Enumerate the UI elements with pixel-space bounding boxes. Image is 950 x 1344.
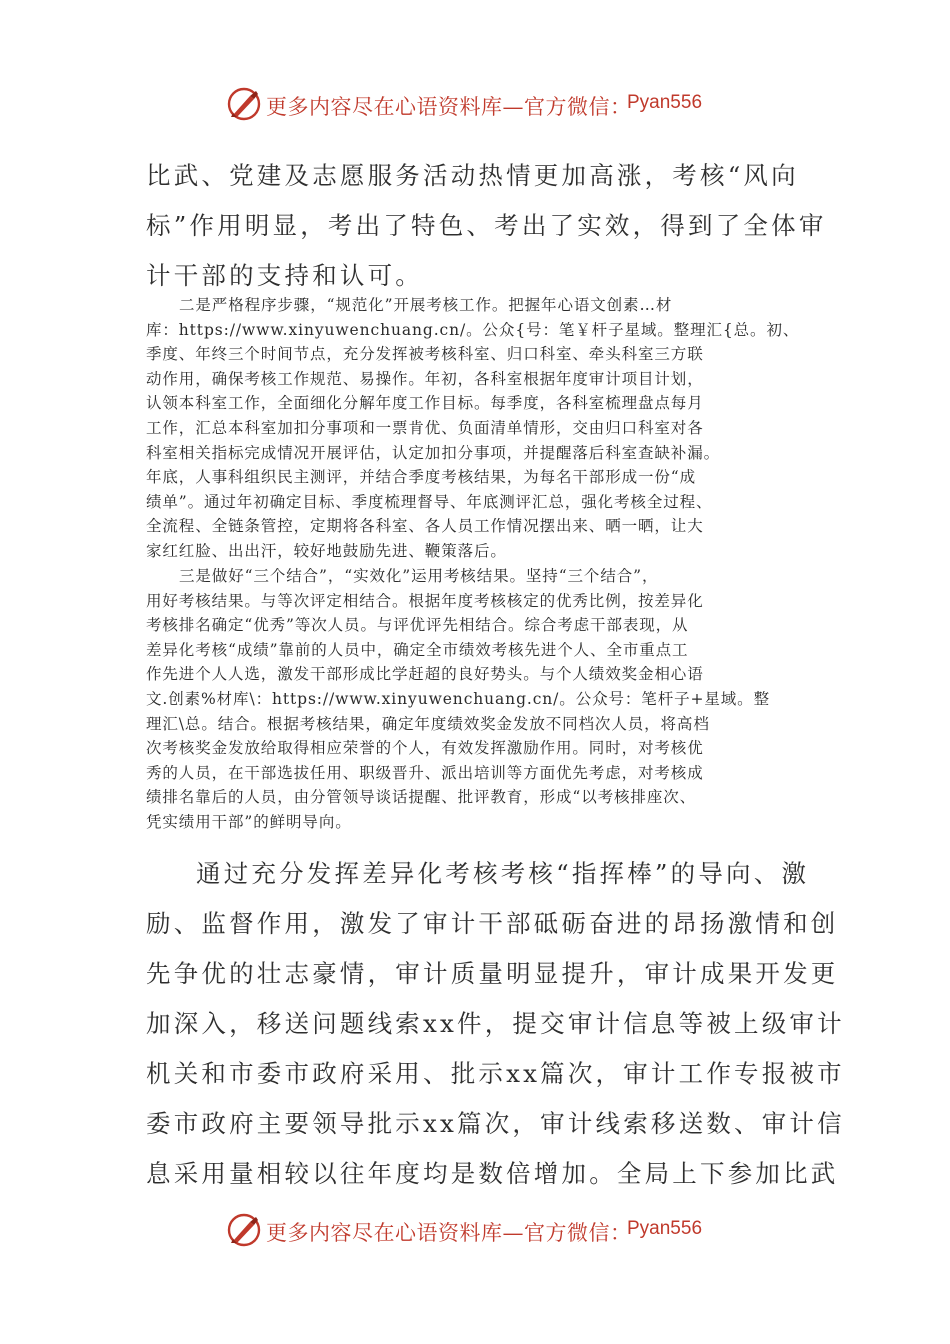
body-line: 委市政府主要领导批示xx篇次，审计线索移送数、审计信 bbox=[146, 1109, 845, 1138]
text-line: 作先进个人人选，激发干部形成比学赶超的良好势头。与个人绩效奖金相心语 bbox=[146, 665, 704, 684]
text-line: 文.创素%材库\：https://www.xinyuwenchuang.cn/。公众号：笔杆子+星域。整 bbox=[146, 689, 770, 708]
text-line: 考核排名确定“优秀”等次人员。与评优评先相结合。综合考虑干部表现，从 bbox=[146, 616, 689, 635]
banner-text: 更多内容尽在心语资料库—官方微信： bbox=[266, 1221, 632, 1245]
body-line: 机关和市委市政府采用、批示xx篇次，审计工作专报被市 bbox=[146, 1059, 845, 1088]
text-line: 绩单”。通过年初确定目标、季度梳理督导、年底测评汇总，强化考核全过程、 bbox=[146, 492, 713, 511]
text-line: 差异化考核“成绩”靠前的人员中，确定全市绩效考核先进个人、全市重点工 bbox=[146, 640, 689, 659]
text-line: 秀的人员，在干部选拔任用、职级晋升、派出培训等方面优先考虑，对考核成 bbox=[146, 763, 704, 782]
body-line: 加深入，移送问题线索xx件，提交审计信息等被上级审计 bbox=[146, 1009, 845, 1038]
text-line: 动作用，确保考核工作规范、易操作。年初，各科室根据年度审计项目计划， bbox=[146, 369, 704, 388]
body-line: 比武、党建及志愿服务活动热情更加高涨，考核“风向 bbox=[146, 161, 799, 190]
body-line: 励、监督作用，激发了审计干部砥砺奋进的昂扬激情和创 bbox=[146, 909, 839, 938]
banner-text: 更多内容尽在心语资料库—官方微信： bbox=[266, 95, 632, 119]
paragraph-3 bbox=[146, 564, 806, 835]
text-line: 理汇\总。结合。根据考核结果，确定年度绩效奖金发放不同档次人员，将高档 bbox=[146, 714, 710, 733]
text-line: 季度、年终三个时间节点，充分发挥被考核科室、归口科室、牵头科室三方联 bbox=[146, 345, 704, 364]
pen-logo-icon bbox=[226, 86, 262, 122]
body-line: 息采用量相较以往年度均是数倍增加。全局上下参加比武 bbox=[146, 1159, 839, 1188]
text-line: 次考核奖金发放给取得相应荣誉的个人，有效发挥激励作用。同时，对考核优 bbox=[146, 739, 704, 758]
text-line: 家红红脸、出出汗，较好地鼓励先进、鞭策落后。 bbox=[146, 541, 507, 560]
text-line: 三是做好“三个结合”，“实效化”运用考核结果。坚持“三个结合”， bbox=[179, 567, 659, 585]
text-line: 用好考核结果。与等次评定相结合。根据年度考核核定的优秀比例，按差异化 bbox=[146, 591, 704, 610]
body-line: 计干部的支持和认可。 bbox=[146, 261, 423, 290]
text-line: 凭实绩用干部”的鲜明导向。 bbox=[146, 812, 352, 831]
header-banner bbox=[0, 84, 950, 124]
text-line: 工作，汇总本科室加扣分事项和一票肯优、负面清单情形，交由归口科室对各 bbox=[146, 418, 704, 437]
text-line: 库：https://www.xinyuwenchuang.cn/。公众{号：笔￥杆子星域。整理汇{总。初、 bbox=[146, 320, 800, 339]
pen-logo-icon bbox=[226, 1212, 262, 1248]
footer-banner bbox=[0, 1210, 950, 1250]
wechat-id: Pyan556 bbox=[627, 1218, 703, 1239]
body-line: 通过充分发挥差异化考核考核“指挥棒”的导向、激 bbox=[196, 859, 810, 888]
text-line: 认领本科室工作，全面细化分解年度工作目标。每季度，各科室梳理盘点每月 bbox=[146, 394, 704, 413]
body-line: 标”作用明显，考出了特色、考出了实效，得到了全体审 bbox=[146, 211, 827, 240]
paragraph-2 bbox=[146, 293, 806, 564]
text-line: 科室相关指标完成情况开展评估，认定加扣分事项，并提醒落后科室查缺补漏。 bbox=[146, 443, 721, 462]
body-line: 先争优的壮志豪情，审计质量明显提升，审计成果开发更 bbox=[146, 959, 839, 988]
text-line: 二是严格程序步骤，“规范化”开展考核工作。把握年心语文创素…材 bbox=[179, 296, 673, 314]
text-line: 年底，人事科组织民主测评，并结合季度考核结果，为每名干部形成一份“成 bbox=[146, 468, 697, 487]
wechat-id: Pyan556 bbox=[627, 92, 703, 113]
text-line: 绩排名靠后的人员，由分管领导谈话提醒、批评教育，形成“以考核排座次、 bbox=[146, 788, 697, 807]
text-line: 全流程、全链条管控，定期将各科室、各人员工作情况摆出来、晒一晒，让大 bbox=[146, 517, 704, 536]
